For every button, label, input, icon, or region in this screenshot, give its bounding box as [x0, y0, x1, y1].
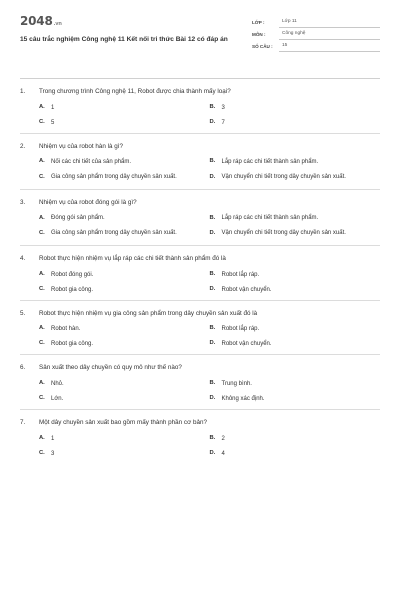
meta-info	[252, 16, 380, 52]
answer-option[interactable]	[39, 435, 210, 443]
answer-option[interactable]	[210, 450, 381, 458]
question-item	[20, 199, 380, 246]
document-title: 15 câu trắc nghiệm Công nghệ 11 Kết nối tri thức Bài 12 có đáp án	[20, 36, 228, 43]
meta-label: LỚP :	[252, 19, 265, 25]
question-content: Nhiệm vụ của robot hàn là gì?	[39, 142, 124, 150]
option-text: Robot hàn.	[51, 326, 81, 333]
option-text: 3	[221, 104, 225, 111]
meta-label: SỐ CÂU :	[252, 43, 273, 49]
logo-main-text: 2048	[20, 14, 53, 28]
question-content: Một dây chuyền sản xuất bao gồm mấy thành phần cơ bản?	[39, 419, 207, 427]
header-divider	[20, 78, 380, 79]
option-letter: B.	[209, 270, 216, 277]
question-content: Nhiệm vụ của robot đóng gói là gì?	[39, 198, 137, 206]
option-text: 1	[51, 104, 55, 111]
answer-options	[20, 271, 380, 294]
question-text	[20, 199, 380, 208]
answer-option[interactable]	[39, 104, 210, 112]
option-letter: C.	[39, 285, 45, 292]
option-text: Lắp ráp các chi tiết thành sản phẩm.	[221, 215, 319, 222]
option-letter: B.	[209, 158, 216, 165]
answer-option[interactable]	[39, 450, 210, 458]
option-letter: D.	[209, 285, 216, 292]
question-item	[20, 419, 380, 464]
question-text	[20, 364, 380, 373]
site-logo[interactable]	[20, 14, 240, 31]
option-text: Nối các chi tiết của sản phẩm.	[51, 159, 132, 166]
question-item	[20, 143, 380, 190]
answer-option[interactable]	[39, 286, 210, 294]
option-letter: B.	[209, 103, 216, 110]
meta-value: Công nghệ	[279, 31, 380, 40]
answer-option[interactable]	[210, 229, 381, 239]
answer-option[interactable]	[210, 286, 381, 294]
option-letter: A.	[39, 103, 45, 110]
option-text: Robot gia công.	[51, 341, 94, 348]
meta-label: MÔN :	[252, 31, 266, 37]
answer-option[interactable]	[210, 158, 381, 166]
option-text: Không xác định.	[221, 396, 265, 403]
option-text: Gia công sản phẩm trong dây chuyền sản xuất.	[51, 230, 177, 237]
answer-option[interactable]	[210, 325, 381, 333]
question-text	[20, 255, 380, 264]
option-text: Trung bình.	[221, 380, 252, 387]
meta-row-count	[252, 40, 380, 52]
option-text: Robot lắp ráp.	[221, 271, 260, 278]
question-item	[20, 255, 380, 301]
answer-options	[20, 380, 380, 403]
option-text: 1	[51, 435, 55, 442]
option-letter: B.	[209, 325, 216, 332]
option-letter: B.	[209, 434, 216, 441]
option-text: Robot lắp ráp.	[221, 326, 260, 333]
question-content: Trong chương trình Công nghệ 11, Robot được chia thành mấy loại?	[39, 88, 231, 95]
option-letter: B.	[209, 214, 216, 221]
option-text: Gia công sản phẩm trong dây chuyền sản xuất.	[51, 174, 177, 181]
question-number: 1.	[20, 88, 26, 95]
header-left	[20, 14, 240, 44]
answer-option[interactable]	[210, 395, 381, 403]
option-text: 4	[221, 450, 225, 457]
option-letter: A.	[39, 214, 45, 221]
answer-options	[20, 158, 380, 183]
answer-option[interactable]	[39, 271, 210, 279]
option-letter: A.	[39, 434, 45, 441]
question-text	[20, 88, 380, 97]
option-text: 7	[221, 119, 225, 126]
option-text: Robot đóng gói.	[51, 271, 94, 278]
logo-suffix-text: .vn	[53, 21, 62, 27]
option-text: 5	[51, 119, 55, 126]
answer-option[interactable]	[39, 380, 210, 388]
question-item	[20, 364, 380, 410]
question-number: 7.	[20, 419, 26, 427]
option-text: Robot vận chuyển.	[221, 341, 272, 348]
option-letter: C.	[39, 340, 45, 347]
option-text: Vận chuyển chi tiết trong dây chuyền sản xuất.	[221, 230, 346, 237]
option-letter: B.	[209, 380, 216, 387]
option-text: Lớn.	[51, 396, 64, 403]
answer-option[interactable]	[210, 380, 381, 388]
question-text	[20, 419, 380, 428]
answer-options	[20, 214, 380, 239]
question-content: Robot thực hiện nhiệm vụ gia công sản phẩm trong dây chuyền sản xuất đó là	[39, 309, 258, 317]
option-letter: A.	[39, 270, 45, 277]
option-letter: C.	[39, 118, 45, 125]
answer-option[interactable]	[39, 158, 210, 166]
option-letter: C.	[39, 449, 45, 456]
question-item	[20, 88, 380, 134]
option-text: Robot vận chuyển.	[221, 286, 272, 293]
option-letter: A.	[39, 325, 45, 332]
option-letter: D.	[209, 118, 216, 125]
answer-options	[20, 325, 380, 348]
option-text: Đóng gói sản phẩm.	[51, 215, 105, 222]
answer-option[interactable]	[39, 325, 210, 333]
option-text: Lắp ráp các chi tiết thành sản phẩm.	[221, 159, 319, 166]
answer-option[interactable]	[39, 214, 210, 222]
question-content: Sản xuất theo dây chuyền có quy mô như thế nào?	[39, 364, 182, 372]
answer-option[interactable]	[39, 229, 210, 239]
meta-value: Lớp 11	[279, 19, 380, 28]
meta-row-class	[252, 16, 380, 28]
option-letter: D.	[209, 395, 216, 402]
question-text	[20, 143, 380, 152]
option-text: Robot gia công.	[51, 286, 94, 293]
answer-option[interactable]	[210, 271, 381, 279]
option-letter: D.	[209, 449, 216, 456]
question-number: 5.	[20, 309, 26, 317]
answer-option[interactable]	[210, 173, 381, 183]
option-letter: C.	[39, 395, 45, 402]
meta-row-subject	[252, 28, 380, 40]
answer-option[interactable]	[210, 119, 381, 127]
question-text	[20, 310, 380, 319]
answer-option[interactable]	[39, 173, 210, 183]
option-letter: A.	[39, 158, 45, 165]
question-number: 4.	[20, 255, 26, 263]
answer-option[interactable]	[210, 435, 381, 443]
option-letter: D.	[209, 174, 216, 181]
answer-option[interactable]	[39, 340, 210, 348]
answer-option[interactable]	[39, 395, 210, 403]
option-letter: C.	[39, 174, 45, 181]
answer-option[interactable]	[210, 214, 381, 222]
question-number: 2.	[20, 142, 26, 150]
question-number: 3.	[20, 198, 26, 206]
meta-value: 15	[279, 43, 380, 52]
question-number: 6.	[20, 364, 26, 372]
answer-option[interactable]	[210, 340, 381, 348]
option-text: 3	[51, 450, 55, 457]
option-text: 2	[221, 435, 225, 442]
answer-option[interactable]	[39, 119, 210, 127]
option-text: Vận chuyển chi tiết trong dây chuyền sản xuất.	[221, 174, 346, 181]
answer-options	[20, 104, 380, 127]
question-content: Robot thực hiện nhiệm vụ lắp ráp các chi tiết thành sản phẩm đó là	[39, 255, 226, 263]
answer-options	[20, 435, 380, 458]
option-letter: C.	[39, 230, 45, 237]
option-text: Nhỏ.	[51, 380, 64, 387]
answer-option[interactable]	[210, 104, 381, 112]
option-letter: D.	[209, 230, 216, 237]
question-item	[20, 310, 380, 356]
option-letter: D.	[209, 340, 216, 347]
option-letter: A.	[39, 380, 45, 387]
document-header	[20, 14, 380, 70]
